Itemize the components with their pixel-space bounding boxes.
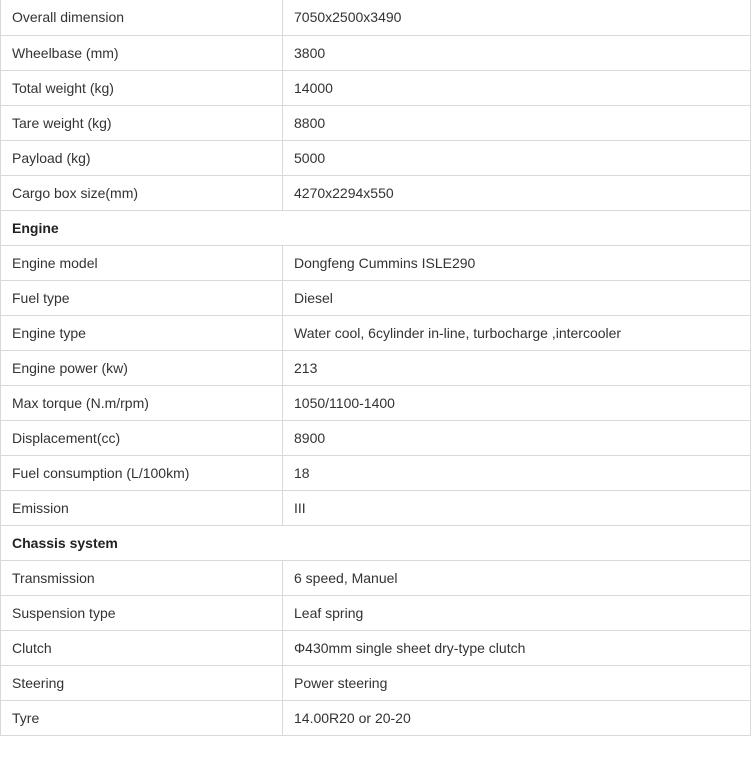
spec-label: Suspension type — [1, 595, 283, 630]
spec-value: 7050x2500x3490 — [283, 0, 751, 35]
spec-label: Engine power (kw) — [1, 350, 283, 385]
spec-label: Tare weight (kg) — [1, 105, 283, 140]
spec-label: Displacement(cc) — [1, 420, 283, 455]
table-row — [1, 105, 751, 140]
spec-value: Leaf spring — [283, 595, 751, 630]
table-row — [1, 595, 751, 630]
table-row — [1, 350, 751, 385]
section-heading-chassis: Chassis system — [1, 525, 751, 560]
section-header-row — [1, 525, 751, 560]
table-row — [1, 385, 751, 420]
spec-value: Water cool, 6cylinder in-line, turbocharge ,intercooler — [283, 315, 751, 350]
table-row — [1, 560, 751, 595]
spec-value: 14000 — [283, 70, 751, 105]
spec-label: Clutch — [1, 630, 283, 665]
table-row — [1, 0, 751, 35]
spec-value: Diesel — [283, 280, 751, 315]
spec-value: 3800 — [283, 35, 751, 70]
spec-label: Engine type — [1, 315, 283, 350]
spec-label: Wheelbase (mm) — [1, 35, 283, 70]
table-row — [1, 280, 751, 315]
spec-value: 14.00R20 or 20-20 — [283, 700, 751, 735]
spec-label: Steering — [1, 665, 283, 700]
spec-label: Engine model — [1, 245, 283, 280]
table-row — [1, 490, 751, 525]
spec-label: Emission — [1, 490, 283, 525]
section-header-row — [1, 210, 751, 245]
spec-value: III — [283, 490, 751, 525]
spec-value: 213 — [283, 350, 751, 385]
spec-value: 8800 — [283, 105, 751, 140]
spec-value: 1050/1100-1400 — [283, 385, 751, 420]
table-row — [1, 35, 751, 70]
table-row — [1, 665, 751, 700]
table-row — [1, 700, 751, 735]
spec-value: 8900 — [283, 420, 751, 455]
spec-value: 5000 — [283, 140, 751, 175]
spec-label: Payload (kg) — [1, 140, 283, 175]
table-row — [1, 245, 751, 280]
spec-value: Dongfeng Cummins ISLE290 — [283, 245, 751, 280]
table-row — [1, 455, 751, 490]
spec-label: Total weight (kg) — [1, 70, 283, 105]
spec-label: Cargo box size(mm) — [1, 175, 283, 210]
table-row — [1, 70, 751, 105]
spec-value: 4270x2294x550 — [283, 175, 751, 210]
spec-value: Φ430mm single sheet dry-type clutch — [283, 630, 751, 665]
table-row — [1, 420, 751, 455]
table-row — [1, 175, 751, 210]
table-row — [1, 140, 751, 175]
spec-label: Max torque (N.m/rpm) — [1, 385, 283, 420]
spec-value: 6 speed, Manuel — [283, 560, 751, 595]
spec-label: Overall dimension — [1, 0, 283, 35]
spec-value: Power steering — [283, 665, 751, 700]
spec-label: Fuel consumption (L/100km) — [1, 455, 283, 490]
table-row — [1, 315, 751, 350]
spec-label: Tyre — [1, 700, 283, 735]
table-row — [1, 630, 751, 665]
section-heading-engine: Engine — [1, 210, 751, 245]
spec-label: Fuel type — [1, 280, 283, 315]
spec-table-body — [1, 0, 751, 735]
spec-value: 18 — [283, 455, 751, 490]
spec-label: Transmission — [1, 560, 283, 595]
